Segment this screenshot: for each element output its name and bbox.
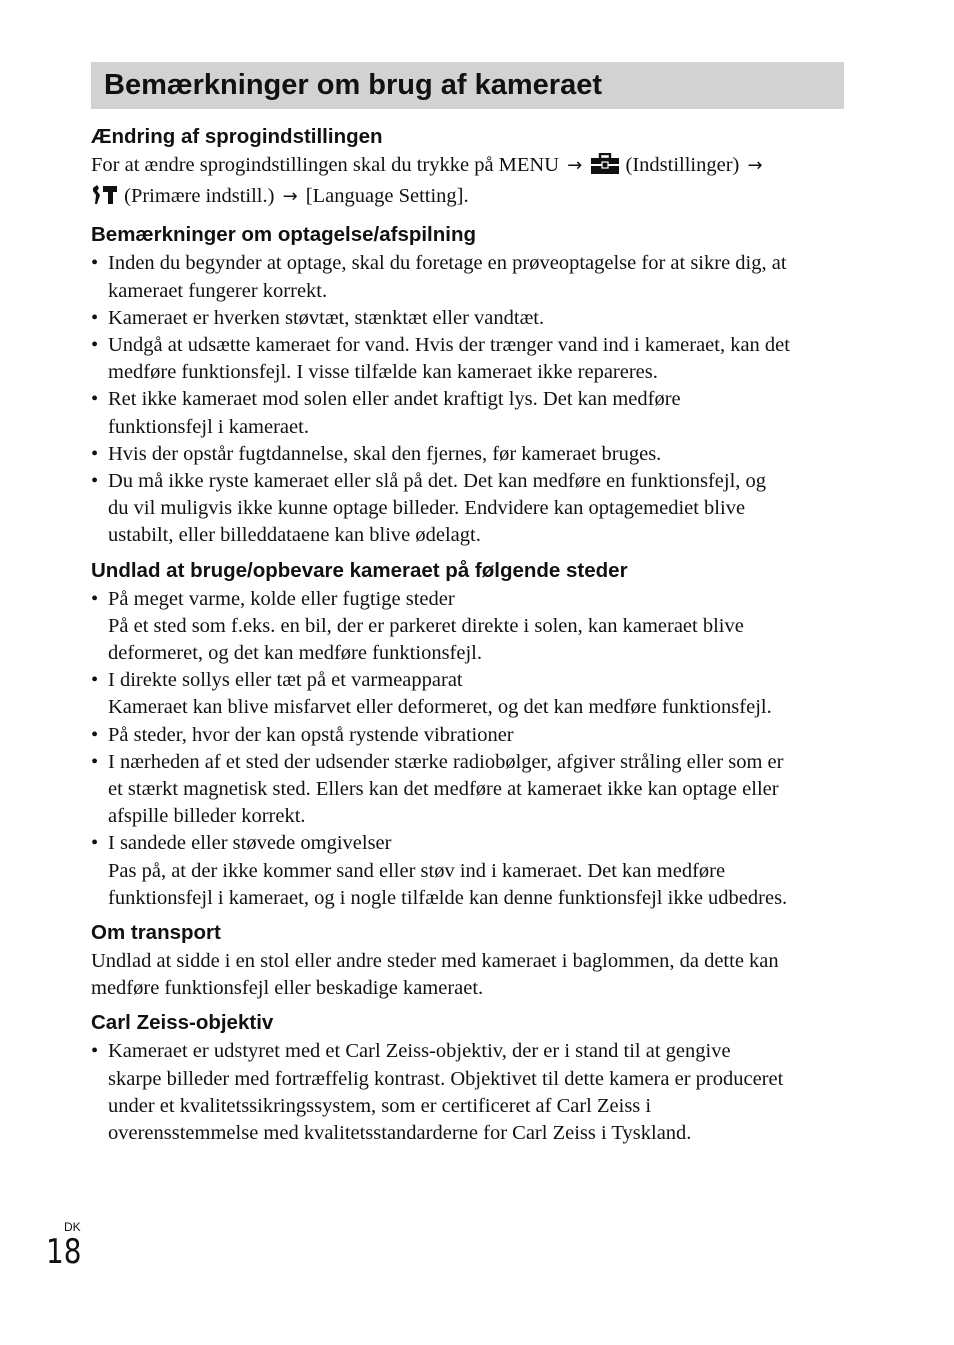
- text-line: Hvis der opstår fugtdannelse, skal den fjernes, før kameraet bruges.: [108, 442, 662, 465]
- bullet: •: [91, 470, 99, 493]
- title-bar: [91, 62, 844, 109]
- zeiss-list: [91, 1038, 851, 1147]
- recording-list: [91, 250, 851, 549]
- list-item: [91, 386, 851, 440]
- text-line: du vil muligvis ikke kunne optage billeder. Endvidere kan optagemediet blive: [108, 497, 746, 520]
- text-line: I nærheden af et sted der udsender stærke radiobølger, afgiver stråling eller som er: [108, 750, 784, 773]
- page-number: 18: [46, 1232, 82, 1272]
- bullet: •: [91, 832, 99, 855]
- bullet: •: [91, 723, 99, 746]
- text-line: ustabilt, eller billeddataene kan blive ødelagt.: [108, 524, 481, 547]
- heading-transport: Om transport: [91, 921, 221, 945]
- toolbox-settings-icon: [590, 153, 620, 183]
- bullet: •: [91, 252, 99, 275]
- transport-text: [91, 948, 851, 1002]
- arrow-icon: →: [282, 186, 298, 208]
- text-line: under et kvalitetssikringssystem, som er certificeret af Carl Zeiss i: [108, 1094, 652, 1117]
- list-item: [91, 250, 851, 304]
- heading-recording: Bemærkninger om optagelse/afspilning: [91, 223, 477, 247]
- text-line: medføre funktionsfejl. I visse tilfælde kan kameraet ikke repareres.: [108, 361, 658, 384]
- bullet: •: [91, 306, 99, 329]
- list-item: [91, 749, 851, 831]
- language-text-1: For at ændre sprogindstillingen skal du trykke på MENU: [91, 154, 560, 176]
- text-line: Ret ikke kameraet mod solen eller andet kraftigt lys. Det kan medføre: [108, 388, 681, 411]
- text-line: Undlad at sidde i en stol eller andre steder med kameraet i baglommen, da dette kan: [91, 950, 779, 973]
- text-line: kameraet fungerer korrekt.: [108, 279, 328, 302]
- text-line: skarpe billeder med fortræffelig kontrast. Objektivet til dette kamera er produceret: [108, 1067, 784, 1090]
- text-line: Kameraet kan blive misfarvet eller deformeret, og det kan medføre funktionsfejl.: [108, 696, 772, 719]
- text-line: På steder, hvor der kan opstå rystende vibrationer: [108, 723, 514, 746]
- language-text-3: (Primære indstill.): [124, 185, 275, 208]
- heading-carl-zeiss: Carl Zeiss-objektiv: [91, 1011, 274, 1035]
- bullet: •: [91, 1040, 99, 1063]
- text-line: afspille billeder korrekt.: [108, 805, 306, 828]
- wrench-setup-icon: [91, 184, 119, 214]
- text-line: Inden du begynder at optage, skal du foretage en prøveoptagelse for at sikre dig, at: [108, 252, 787, 275]
- page-title: Bemærkninger om brug af kameraet: [104, 69, 602, 101]
- text-line: I sandede eller støvede omgivelser: [108, 832, 392, 855]
- text-line: Kameraet er udstyret med et Carl Zeiss-objektiv, der er i stand til at gengive: [108, 1040, 731, 1063]
- heading-language: Ændring af sprogindstillingen: [91, 125, 383, 148]
- list-item: [91, 332, 851, 386]
- bullet: •: [91, 388, 99, 411]
- text-line: deformeret, og det kan medføre funktionsfejl.: [108, 642, 482, 665]
- list-item: [91, 586, 851, 668]
- list-item: [91, 722, 851, 749]
- text-line: På meget varme, kolde eller fugtige steder: [108, 587, 455, 610]
- list-item: [91, 468, 851, 550]
- bullet: •: [91, 442, 99, 465]
- arrow-icon: →: [567, 155, 583, 176]
- text-line: Du må ikke ryste kameraet eller slå på det. Det kan medføre en funktionsfejl, og: [108, 470, 767, 493]
- list-item: [91, 667, 851, 721]
- list-item: [91, 1038, 851, 1147]
- text-line: Pas på, at der ikke kommer sand eller støv ind i kameraet. Det kan medføre: [108, 859, 726, 882]
- language-text-2: (Indstillinger): [625, 154, 740, 176]
- list-item: [91, 441, 851, 468]
- bullet: •: [91, 669, 99, 692]
- text-line: funktionsfejl i kameraet.: [108, 415, 309, 438]
- text-line: medføre funktionsfejl eller beskadige kameraet.: [91, 977, 484, 1000]
- heading-avoid-locations: Undlad at bruge/opbevare kameraet på følgende steder: [91, 558, 628, 582]
- bullet: •: [91, 334, 99, 357]
- bullet: •: [91, 587, 99, 610]
- text-line: et stærkt magnetisk sted. Ellers kan det medføre at kameraet ikke kan optage eller: [108, 778, 779, 801]
- bullet: •: [91, 750, 99, 773]
- avoid-list: [91, 586, 851, 912]
- text-line: I direkte sollys eller tæt på et varmeapparat: [108, 669, 463, 692]
- language-text-4: [Language Setting].: [305, 185, 469, 208]
- text-line: Undgå at udsætte kameraet for vand. Hvis der trænger vand ind i kameraet, kan det: [108, 334, 790, 357]
- language-line-2: [91, 183, 851, 214]
- text-line: Kameraet er hverken støvtæt, stænktæt eller vandtæt.: [108, 306, 545, 329]
- list-item: [91, 305, 851, 332]
- arrow-icon: →: [747, 155, 763, 176]
- language-line-1: [91, 152, 851, 183]
- content: [91, 122, 851, 1147]
- list-item: [91, 830, 851, 912]
- text-line: funktionsfejl i kameraet, og i nogle tilfælde kan denne funktionsfejl ikke udbedres.: [108, 886, 788, 909]
- text-line: overensstemmelse med kvalitetsstandarderne for Carl Zeiss i Tyskland.: [108, 1122, 692, 1145]
- language-instructions: [91, 152, 851, 214]
- language-code: DK: [64, 1220, 81, 1234]
- text-line: På et sted som f.eks. en bil, der er parkeret direkte i solen, kan kameraet blive: [108, 614, 744, 637]
